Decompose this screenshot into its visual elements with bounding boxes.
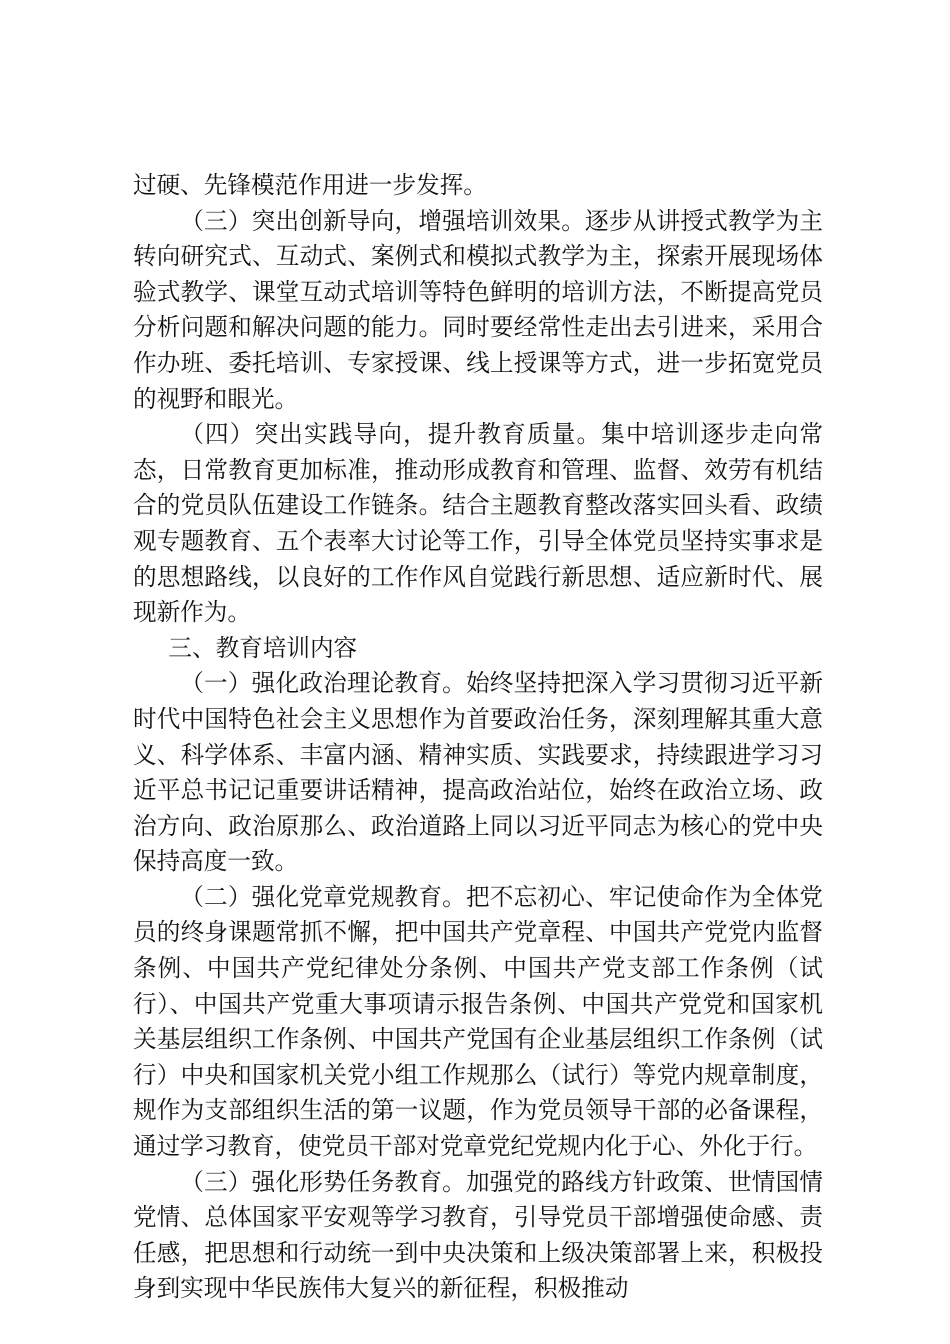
section-heading-training-content: 三、教育培训内容 xyxy=(168,633,358,662)
paragraph-continuation: 过硬、先锋模范作用进一步发挥。 xyxy=(133,171,487,199)
paragraph-practice-orientation: （四）突出实践导向，提升教育质量。集中培训逐步走向常态，日常教育更加标准，推动形成教育和管理、监督、效劳有机结合的党员队伍建设工作链条。结合主题教育整改落实回头看、政绩观专题教育、五个表率大讨论等工作，引导全体党员坚持实事求是的思想路线，以良好的工作作风自觉践行新思想、适应新时代、展现新作为。 xyxy=(133,420,823,627)
document-body xyxy=(133,168,823,1307)
paragraph-political-theory: （一）强化政治理论教育。始终坚持把深入学习贯彻习近平新时代中国特色社会主义思想作为首要政治任务，深刻理解其重大意义、科学体系、丰富内涵、精神实质、实践要求，持续跟进学习习近平总书记记重要讲话精神，提高政治站位，始终在政治立场、政治方向、政治原那么、政治道路上同以习近平同志为核心的党中央保持高度一致。 xyxy=(133,669,823,876)
paragraph-party-rules: （二）强化党章党规教育。把不忘初心、牢记使命作为全体党员的终身课题常抓不懈，把中国共产党章程、中国共产党党内监督条例、中国共产党纪律处分条例、中国共产党支部工作条例（试行）、中国共产党重大事项请示报告条例、中国共产党党和国家机关基层组织工作条例、中国共产党国有企业基层组织工作条例（试行）中央和国家机关党小组工作规那么（试行）等党内规章制度，规作为支部组织生活的第一议题，作为党员领导干部的必备课程，通过学习教育，使党员干部对党章党纪党规内化于心、外化于行。 xyxy=(133,882,823,1161)
paragraph-situation-tasks: （三）强化形势任务教育。加强党的路线方针政策、世情国情党情、总体国家平安观等学习教育，引导党员干部增强使命感、责任感，把思想和行动统一到中央决策和上级决策部署上来，积极投身到实现中华民族伟大复兴的新征程，积极推动 xyxy=(133,1167,823,1303)
paragraph-innovation-orientation: （三）突出创新导向，增强培训效果。逐步从讲授式教学为主转向研究式、互动式、案例式和模拟式教学为主，探索开展现场体验式教学、课堂互动式培训等特色鲜明的培训方法，不断提高党员分析问题和解决问题的能力。同时要经常性走出去引进来，采用合作办班、委托培训、专家授课、线上授课等方式，进一步拓宽党员的视野和眼光。 xyxy=(133,206,823,413)
